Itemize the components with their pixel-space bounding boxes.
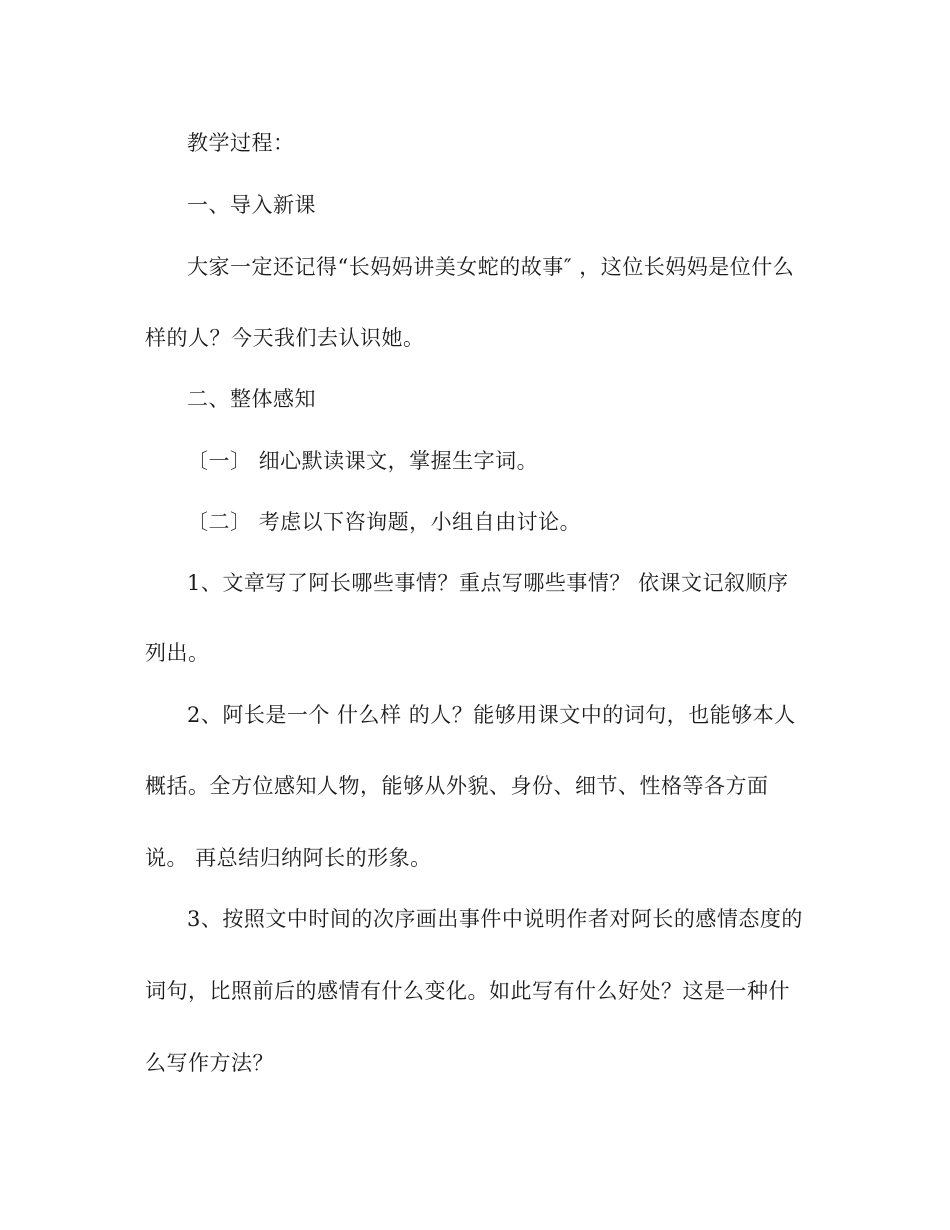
question-line: 么写作方法？ <box>145 1051 274 1075</box>
list-item: 〔一〕 细心默读课文，掌握生字词。 <box>187 449 539 473</box>
question-line: 词句，比照前后的感情有什么变化。如此写有什么好处？这是一种什 <box>145 979 790 1003</box>
section-heading-overall-perception: 二、整体感知 <box>187 387 316 411</box>
question-line: 说。 再总结归纳阿长的形象。 <box>145 846 432 870</box>
question-line: 1、文章写了阿长哪些事情？重点写哪些事情？ 依课文记叙顺序 <box>187 571 789 595</box>
question-line: 列出。 <box>145 641 210 665</box>
question-line: 2、阿长是一个 什么样 的人？能够用课文中的词句，也能够本人 <box>187 703 796 727</box>
list-item: 〔二〕 考虑以下咨询题，小组自由讨论。 <box>187 510 582 534</box>
section-heading-introduction: 一、导入新课 <box>187 193 316 217</box>
question-line: 概括。全方位感知人物，能够从外貌、身份、细节、性格等各方面 <box>145 774 769 798</box>
paragraph-line: 样的人？今天我们去认识她。 <box>145 326 425 350</box>
section-heading-teaching-process: 教学过程： <box>187 131 295 155</box>
question-line: 3、按照文中时间的次序画出事件中说明作者对阿长的感情态度的 <box>187 907 803 931</box>
paragraph-line: 大家一定还记得“长妈妈讲美女蛇的故事″ ，这位长妈妈是位什么 <box>187 255 795 279</box>
